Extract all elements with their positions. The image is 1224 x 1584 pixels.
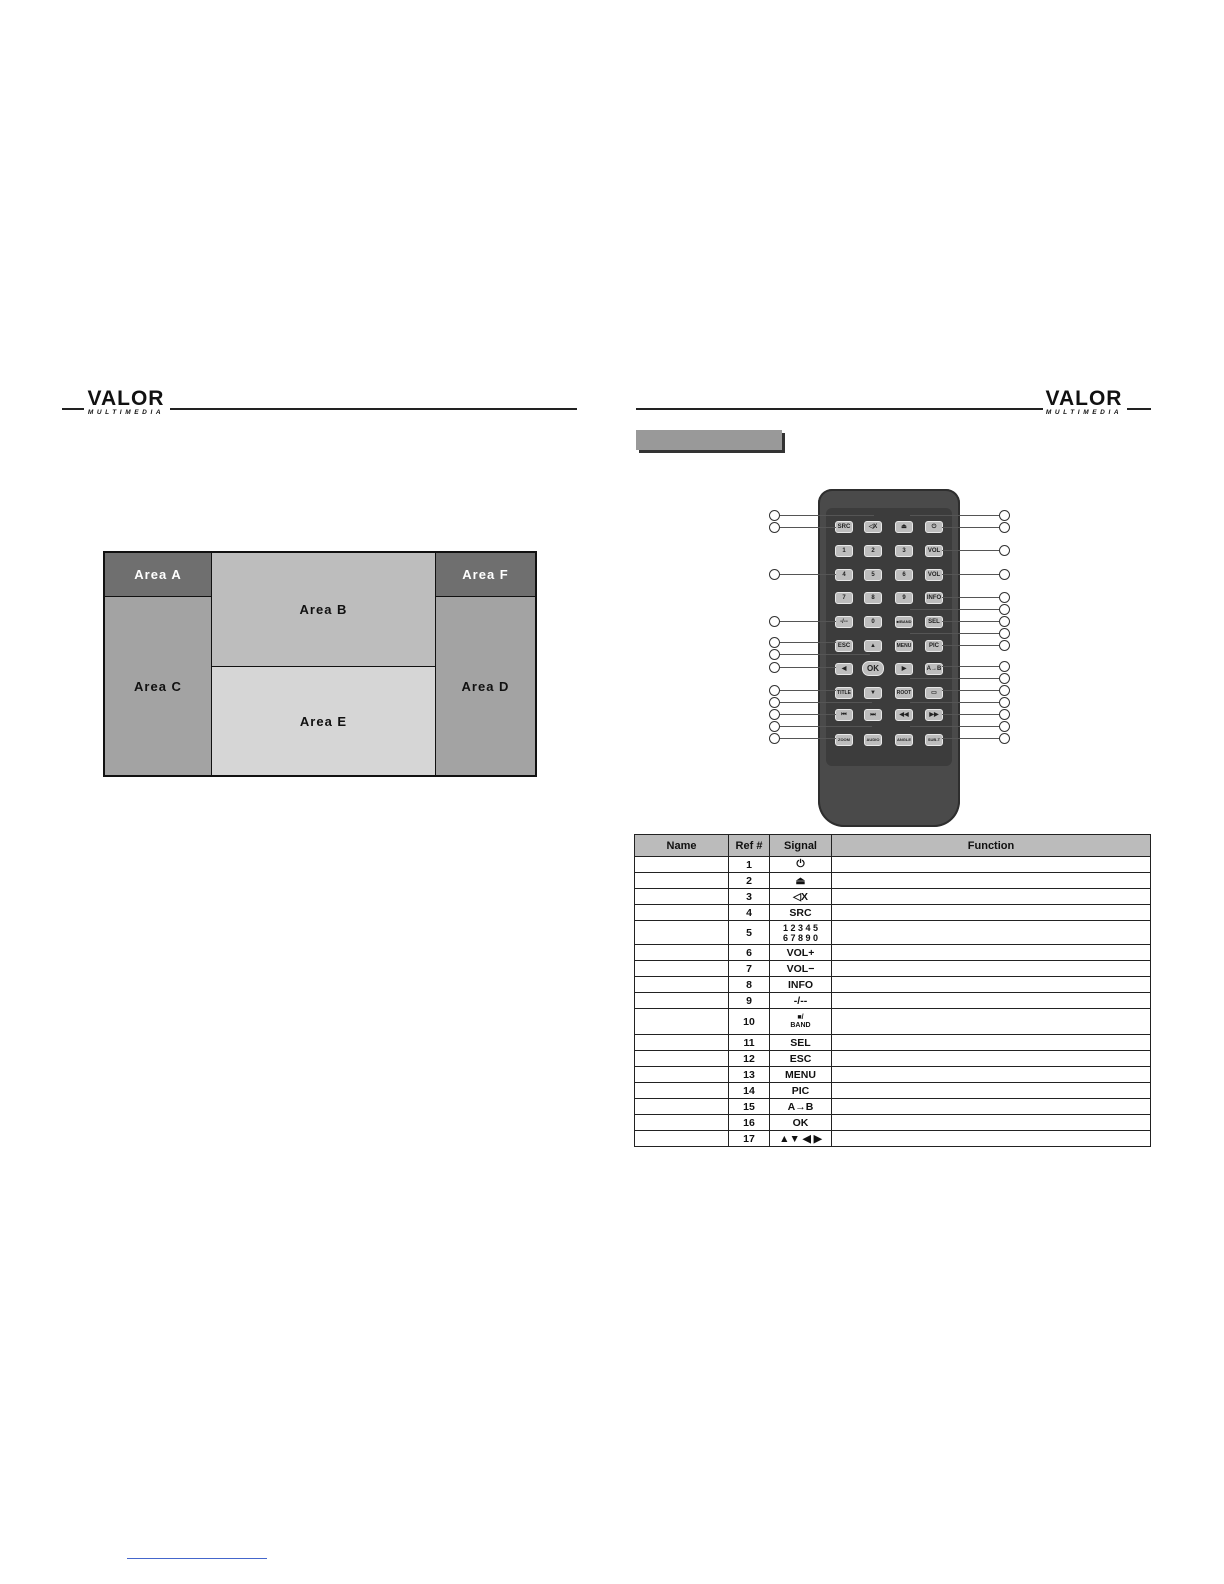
signal-line-1: ■/ xyxy=(797,1013,804,1021)
row-name xyxy=(635,1009,729,1035)
row-signal: ▲▼ ◀ ▶ xyxy=(770,1131,832,1147)
row-signal xyxy=(770,1009,832,1035)
row-signal: A→B xyxy=(770,1099,832,1115)
row-signal: OK xyxy=(770,1115,832,1131)
callout-right xyxy=(999,628,1010,639)
callout-left xyxy=(769,662,780,673)
area-b xyxy=(212,553,435,667)
down-button[interactable] xyxy=(864,687,882,699)
info-label: INFO xyxy=(926,595,942,601)
row-signal: ◁X xyxy=(770,889,832,905)
callout-right xyxy=(999,604,1010,615)
row-signal: ⏻ xyxy=(770,857,832,873)
num-label: 6 xyxy=(902,572,906,578)
row-name xyxy=(635,993,729,1009)
row-function xyxy=(832,993,1151,1009)
num-label: 2 xyxy=(871,548,875,554)
callout-right xyxy=(999,616,1010,627)
table-row xyxy=(635,889,1151,905)
num-label: 7 xyxy=(842,595,846,601)
num-0-button[interactable] xyxy=(864,616,882,628)
callout-right xyxy=(999,709,1010,720)
row-function xyxy=(832,1067,1151,1083)
num-label: 0 xyxy=(871,619,875,625)
row-function xyxy=(832,857,1151,873)
row-ref: 14 xyxy=(729,1083,770,1099)
title-label: TITLE xyxy=(837,690,851,696)
area-e xyxy=(212,667,435,775)
row-name xyxy=(635,1035,729,1051)
callout-left xyxy=(769,510,780,521)
left-header-rule-short xyxy=(62,408,84,410)
row-name xyxy=(635,1099,729,1115)
callout-leader xyxy=(910,702,999,703)
right-header-rule-long xyxy=(636,408,1043,410)
area-c-label: Area C xyxy=(134,678,182,694)
callout-left xyxy=(769,522,780,533)
callout-right xyxy=(999,733,1010,744)
callout-right xyxy=(999,592,1010,603)
row-ref: 7 xyxy=(729,961,770,977)
row-ref: 13 xyxy=(729,1067,770,1083)
row-ref: 4 xyxy=(729,905,770,921)
callout-leader xyxy=(780,642,836,643)
row-name xyxy=(635,945,729,961)
callout-leader xyxy=(942,738,999,739)
table-row xyxy=(635,977,1151,993)
callout-right xyxy=(999,640,1010,651)
angle-button[interactable] xyxy=(895,734,913,746)
table-row xyxy=(635,1083,1151,1099)
area-c xyxy=(105,597,212,775)
callout-leader xyxy=(910,678,999,679)
right-header-rule-short xyxy=(1127,408,1151,410)
down-arrow-icon: ▼ xyxy=(870,690,876,696)
callout-left xyxy=(769,616,780,627)
table-row xyxy=(635,1099,1151,1115)
row-name xyxy=(635,961,729,977)
callout-leader xyxy=(942,621,999,622)
footer-link-underline xyxy=(127,1558,267,1559)
pic-button[interactable] xyxy=(925,640,943,652)
num-label: 8 xyxy=(871,595,875,601)
row-function xyxy=(832,905,1151,921)
callout-leader xyxy=(942,574,999,575)
row-signal: ESC xyxy=(770,1051,832,1067)
callout-left xyxy=(769,709,780,720)
row-signal: PIC xyxy=(770,1083,832,1099)
table-row xyxy=(635,1067,1151,1083)
logo-sub: MULTIMEDIA xyxy=(1045,409,1123,416)
root-button[interactable] xyxy=(895,687,913,699)
table-row xyxy=(635,905,1151,921)
callout-leader xyxy=(780,527,836,528)
row-ref: 1 xyxy=(729,857,770,873)
digit-button[interactable] xyxy=(835,616,853,628)
table-row xyxy=(635,1051,1151,1067)
callout-right xyxy=(999,569,1010,580)
right-logo xyxy=(1044,389,1124,417)
num-label: 5 xyxy=(871,572,875,578)
logo-brand: VALOR xyxy=(1045,387,1123,410)
row-function xyxy=(832,921,1151,945)
ab-button[interactable] xyxy=(925,663,943,675)
row-signal: MENU xyxy=(770,1067,832,1083)
row-signal: SRC xyxy=(770,905,832,921)
fast-forward-button[interactable] xyxy=(925,709,943,721)
callout-leader xyxy=(780,574,836,575)
section-tab xyxy=(636,430,782,450)
rewind-button[interactable] xyxy=(895,709,913,721)
num-8-button[interactable] xyxy=(864,592,882,604)
root-label: ROOT xyxy=(896,690,912,696)
table-row xyxy=(635,921,1151,945)
row-signal: -/-- xyxy=(770,993,832,1009)
info-button[interactable] xyxy=(925,592,943,604)
menu-button[interactable] xyxy=(895,640,913,652)
num-3-button[interactable] xyxy=(895,545,913,557)
callout-leader xyxy=(942,527,999,528)
row-ref: 2 xyxy=(729,873,770,889)
callout-right xyxy=(999,697,1010,708)
callout-leader xyxy=(942,714,999,715)
digit-label: -/-- xyxy=(840,619,848,625)
prev-icon: ⏮ xyxy=(841,712,847,718)
callout-left xyxy=(769,649,780,660)
row-name xyxy=(635,977,729,993)
row-ref: 12 xyxy=(729,1051,770,1067)
power-icon: ⏻ xyxy=(931,524,937,530)
callout-leader xyxy=(910,609,999,610)
row-function xyxy=(832,945,1151,961)
callout-left xyxy=(769,637,780,648)
vol-label: VOL xyxy=(927,572,941,578)
callout-leader xyxy=(910,726,999,727)
row-ref: 8 xyxy=(729,977,770,993)
row-name xyxy=(635,1067,729,1083)
eject-button[interactable] xyxy=(895,521,913,533)
header-name: Name xyxy=(635,835,729,857)
table-row xyxy=(635,873,1151,889)
row-name xyxy=(635,889,729,905)
callout-leader xyxy=(942,645,999,646)
row-name xyxy=(635,1115,729,1131)
num-7-button[interactable] xyxy=(835,592,853,604)
callout-right xyxy=(999,661,1010,672)
row-signal: ⏏ xyxy=(770,873,832,889)
callout-leader xyxy=(780,515,874,516)
zoom-label: ZOOM xyxy=(838,737,850,742)
right-button[interactable] xyxy=(895,663,913,675)
row-signal: VOL− xyxy=(770,961,832,977)
callout-leader xyxy=(780,667,836,668)
row-function xyxy=(832,1083,1151,1099)
ab-label: A→B xyxy=(926,666,942,672)
area-a-label: Area A xyxy=(134,567,182,582)
callout-leader xyxy=(942,690,999,691)
callout-leader xyxy=(780,654,870,655)
row-ref: 17 xyxy=(729,1131,770,1147)
area-a xyxy=(105,553,212,597)
num-4-button[interactable] xyxy=(835,569,853,581)
prev-button[interactable] xyxy=(835,709,853,721)
row-name xyxy=(635,873,729,889)
row-ref: 3 xyxy=(729,889,770,905)
callout-leader xyxy=(780,714,836,715)
row-ref: 10 xyxy=(729,1009,770,1035)
row-ref: 16 xyxy=(729,1115,770,1131)
signal-line-2: 6 7 8 9 0 xyxy=(782,932,819,943)
row-name xyxy=(635,1051,729,1067)
zoom-button[interactable] xyxy=(835,734,853,746)
sel-label: SEL xyxy=(928,619,940,625)
band-button[interactable] xyxy=(895,616,913,628)
table-row xyxy=(635,1131,1151,1147)
callout-leader xyxy=(942,597,999,598)
row-name xyxy=(635,857,729,873)
vol-up-button[interactable] xyxy=(925,545,943,557)
row-name xyxy=(635,921,729,945)
table-row xyxy=(635,945,1151,961)
row-function xyxy=(832,961,1151,977)
next-icon: ⏭ xyxy=(870,712,876,718)
row-signal: VOL+ xyxy=(770,945,832,961)
eject-icon: ⏏ xyxy=(901,524,907,530)
header-ref: Ref # xyxy=(729,835,770,857)
fast-forward-icon: ▶▶ xyxy=(929,712,939,718)
ok-label: OK xyxy=(867,663,879,673)
callout-leader xyxy=(942,550,999,551)
ok-button[interactable] xyxy=(862,661,884,676)
callout-leader xyxy=(910,515,999,516)
up-arrow-icon: ▲ xyxy=(870,643,876,649)
table-row xyxy=(635,961,1151,977)
row-function xyxy=(832,1035,1151,1051)
callout-leader xyxy=(780,702,872,703)
callout-right xyxy=(999,685,1010,696)
mute-icon: ◁X xyxy=(868,524,878,530)
row-ref: 11 xyxy=(729,1035,770,1051)
table-header-row xyxy=(635,835,1151,857)
row-function xyxy=(832,1099,1151,1115)
row-ref: 5 xyxy=(729,921,770,945)
row-function xyxy=(832,1131,1151,1147)
table-row xyxy=(635,857,1151,873)
rewind-icon: ◀◀ xyxy=(899,712,909,718)
repeat-button[interactable] xyxy=(925,687,943,699)
row-function xyxy=(832,873,1151,889)
table-row xyxy=(635,1009,1151,1035)
callout-leader xyxy=(910,633,999,634)
next-button[interactable] xyxy=(864,709,882,721)
row-signal: INFO xyxy=(770,977,832,993)
signal-line-1: 1 2 3 4 5 xyxy=(782,922,819,933)
up-button[interactable] xyxy=(864,640,882,652)
pic-label: PIC xyxy=(928,643,939,649)
callout-leader xyxy=(780,726,872,727)
header-signal: Signal xyxy=(770,835,832,857)
left-arrow-icon: ◀ xyxy=(841,666,847,672)
area-layout-diagram xyxy=(103,551,537,777)
callout-right xyxy=(999,522,1010,533)
callout-right xyxy=(999,721,1010,732)
audio-button[interactable] xyxy=(864,734,882,746)
src-label: SRC xyxy=(837,524,851,530)
esc-button[interactable] xyxy=(835,640,853,652)
power-button[interactable] xyxy=(925,521,943,533)
table-row xyxy=(635,1115,1151,1131)
callout-leader xyxy=(942,666,999,667)
logo-sub: MULTIMEDIA xyxy=(87,409,165,416)
area-d xyxy=(435,597,535,775)
row-function xyxy=(832,1009,1151,1035)
mute-button[interactable] xyxy=(864,521,882,533)
callout-left xyxy=(769,569,780,580)
num-label: 9 xyxy=(902,595,906,601)
row-function xyxy=(832,977,1151,993)
num-label: 3 xyxy=(902,548,906,554)
subt-label: SUB-T xyxy=(927,737,941,742)
callout-left xyxy=(769,697,780,708)
src-button[interactable] xyxy=(835,521,853,533)
callout-right xyxy=(999,510,1010,521)
table-row xyxy=(635,1035,1151,1051)
row-name xyxy=(635,905,729,921)
right-arrow-icon: ▶ xyxy=(901,666,907,672)
num-label: 4 xyxy=(842,572,846,578)
num-6-button[interactable] xyxy=(895,569,913,581)
area-e-label: Area E xyxy=(299,713,348,729)
callout-leader xyxy=(780,621,836,622)
num-1-button[interactable] xyxy=(835,545,853,557)
area-f-label: Area F xyxy=(462,567,509,582)
row-ref: 9 xyxy=(729,993,770,1009)
table-row xyxy=(635,993,1151,1009)
title-button[interactable] xyxy=(835,687,853,699)
area-b-label: Area B xyxy=(299,602,348,617)
num-2-button[interactable] xyxy=(864,545,882,557)
menu-label: MENU xyxy=(896,643,912,649)
row-name xyxy=(635,1131,729,1147)
row-name xyxy=(635,1083,729,1099)
num-9-button[interactable] xyxy=(895,592,913,604)
callout-left xyxy=(769,721,780,732)
callout-left xyxy=(769,733,780,744)
subt-button[interactable] xyxy=(925,734,943,746)
audio-label: AUDIO xyxy=(866,737,880,742)
logo-brand: VALOR xyxy=(87,387,165,410)
row-function xyxy=(832,1051,1151,1067)
callout-right xyxy=(999,545,1010,556)
row-function xyxy=(832,1115,1151,1131)
repeat-icon: ▭ xyxy=(931,690,937,696)
row-function xyxy=(832,889,1151,905)
callout-right xyxy=(999,673,1010,684)
area-d-label: Area D xyxy=(461,678,510,694)
remote-function-table xyxy=(634,834,1151,1147)
row-signal: SEL xyxy=(770,1035,832,1051)
row-ref: 6 xyxy=(729,945,770,961)
esc-label: ESC xyxy=(837,643,851,649)
callout-leader xyxy=(780,690,836,691)
callout-left xyxy=(769,685,780,696)
left-header-rule-long xyxy=(170,408,577,410)
num-label: 1 xyxy=(842,548,846,554)
header-function: Function xyxy=(832,835,1151,857)
area-f xyxy=(435,553,535,597)
num-5-button[interactable] xyxy=(864,569,882,581)
row-ref: 15 xyxy=(729,1099,770,1115)
sel-button[interactable] xyxy=(925,616,943,628)
angle-label: ANGLE xyxy=(897,737,911,742)
signal-line-2: BAND xyxy=(790,1021,811,1029)
row-signal xyxy=(770,921,832,945)
vol-label: VOL xyxy=(927,548,941,554)
band-label: ■/BAND xyxy=(896,619,912,624)
left-logo xyxy=(86,389,166,417)
left-button[interactable] xyxy=(835,663,853,675)
callout-leader xyxy=(780,738,836,739)
vol-down-button[interactable] xyxy=(925,569,943,581)
